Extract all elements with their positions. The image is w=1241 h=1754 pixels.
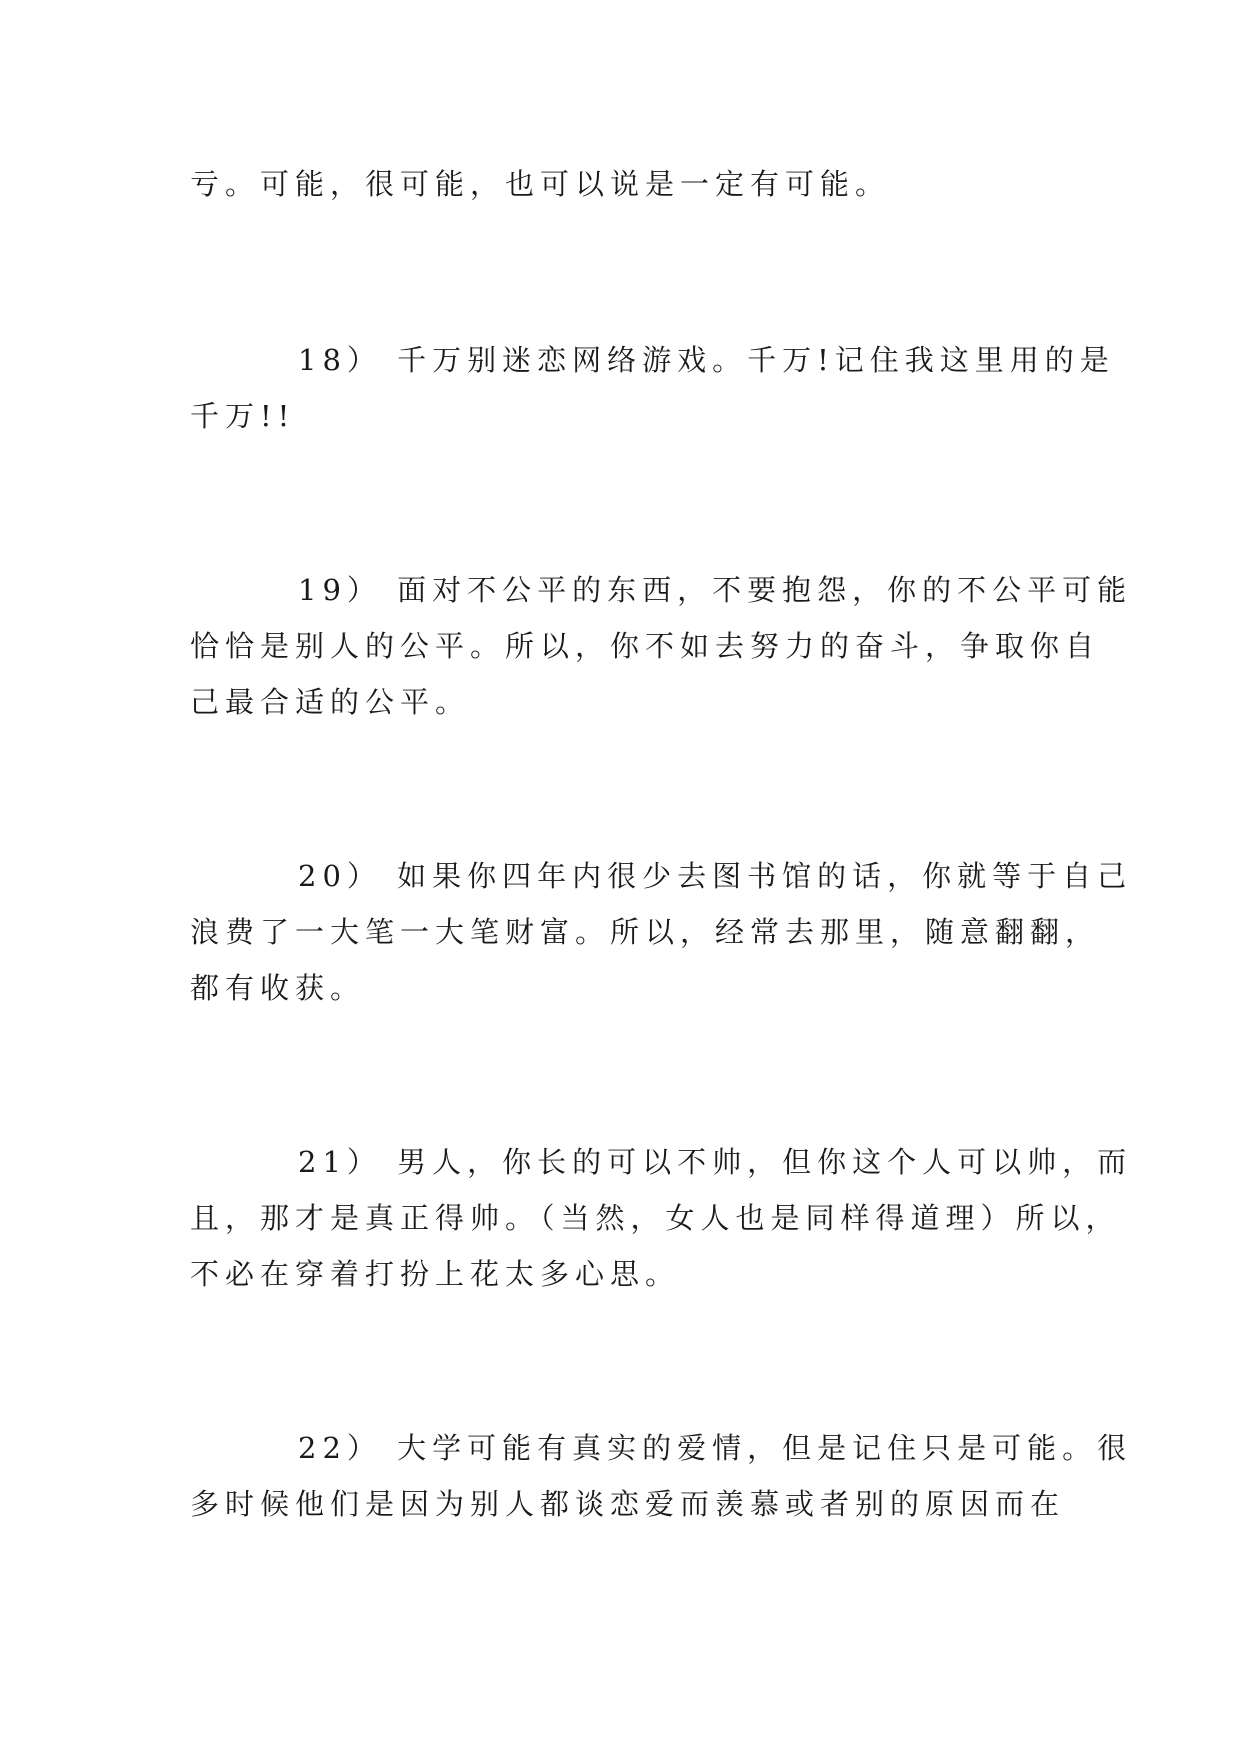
paragraph-19-line-2: 恰恰是别人的公平。所以，你不如去努力的奋斗，争取你自 <box>190 629 1101 663</box>
paragraph-17-line-1: 亏。可能，很可能，也可以说是一定有可能。 <box>190 167 891 201</box>
paragraph-19-line-1: 19） 面对不公平的东西，不要抱怨，你的不公平可能 <box>298 573 1133 607</box>
paragraph-20-line-1: 20） 如果你四年内很少去图书馆的话，你就等于自己 <box>298 859 1133 893</box>
paragraph-18-line-1: 18） 千万别迷恋网络游戏。千万!记住我这里用的是 <box>298 343 1115 377</box>
paragraph-22-line-1: 22） 大学可能有真实的爱情，但是记住只是可能。很 <box>298 1431 1133 1465</box>
paragraph-22-line-2: 多时候他们是因为别人都谈恋爱而羡慕或者别的原因而在 <box>190 1487 1066 1521</box>
paragraph-18-line-2: 千万!! <box>190 399 296 433</box>
paragraph-20-line-2: 浪费了一大笔一大笔财富。所以，经常去那里，随意翻翻， <box>190 915 1101 949</box>
paragraph-21-line-2: 且，那才是真正得帅。（当然，女人也是同样得道理）所以， <box>190 1201 1121 1235</box>
paragraph-19-line-3: 己最合适的公平。 <box>190 685 471 719</box>
paragraph-21-line-1: 21） 男人，你长的可以不帅，但你这个人可以帅，而 <box>298 1145 1133 1179</box>
paragraph-21-line-3: 不必在穿着打扮上花太多心思。 <box>190 1257 681 1291</box>
paragraph-20-line-3: 都有收获。 <box>190 971 366 1005</box>
